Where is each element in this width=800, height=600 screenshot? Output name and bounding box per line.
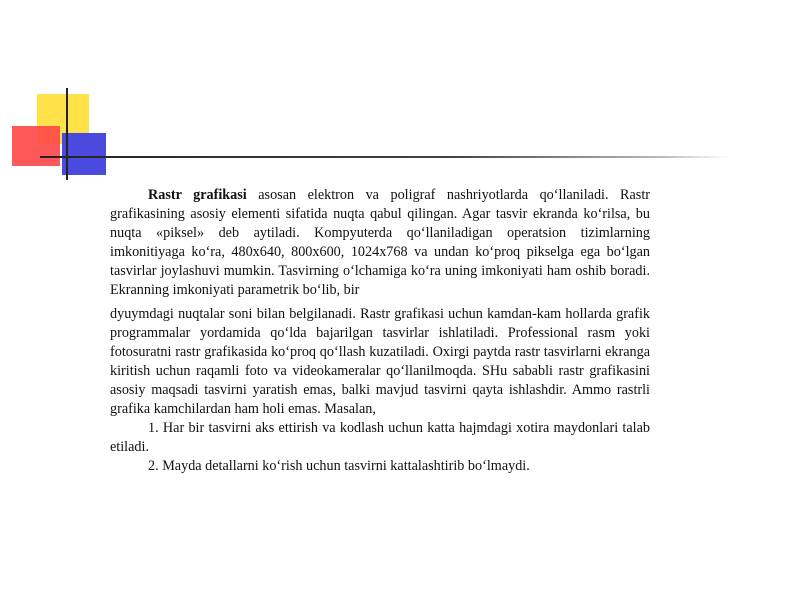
header-divider-line: [40, 156, 730, 158]
paragraph-second-part: [110, 305, 650, 419]
list-item-2: 2. Mayda detallarni ko‘rish uchun tasvirni kattalashtirib bo‘lmaydi.: [148, 458, 530, 474]
paragraph-first-part: [110, 186, 650, 300]
logo-blue-square: [62, 133, 106, 175]
paragraph-text-1: asosan elektron va poligraf nashriyotlarda qo‘llaniladi. Rastr grafikasining asosiy elementi sifatida nuqta qabul qilingan. Agar tasvir ekranda ko‘rilsa, bu nuqta «piksel» deb aytiladi. Kompyuterda qo‘llaniladigan operatsion tizimlarning imkonitiyaga ko‘ra, 480x640, 800x600, 1024x768 va undan ko‘proq pikselga ega bo‘lgan tasvirlar joylashuvi mumkin. Tasvirning o‘lchamiga ko‘ra uning imkoniyati ham oshib boradi. Ekranning imkoniyati parametrik bo‘lib, bir: [110, 187, 650, 298]
term-rastr-grafikasi: Rastr grafikasi: [148, 187, 247, 203]
logo-red-square: [12, 126, 60, 166]
paragraph-text-2: dyuymdagi nuqtalar soni bilan belgilanadi. Rastr grafikasi uchun kamdan-kam hollarda grafik programmalar yordamida qo‘lda bajarilgan tasvirlar ishlatiladi. Professional rasm yoki fotosuratni rastr grafikasida ko‘proq qo‘llash kuzatiladi. Oxirgi paytda rastr tasvirlarni ekranga kiritish uchun raqamli foto va videokameralar qo‘llanilmoqda. SHu sababli rastr grafikasini asosiy maqsadi tasvirni yaratish emas, balki mavjud tasvirni qayta ishlashdir. Ammo rastrli grafika kamchilardan ham holi emas. Masalan,: [110, 306, 650, 417]
list-item-1: 1. Har bir tasvirni aks ettirish va kodlash uchun katta hajmdagi xotira maydonlari talab etiladi.: [110, 420, 650, 455]
body-text: [110, 186, 650, 476]
logo-vertical-line: [66, 88, 68, 180]
